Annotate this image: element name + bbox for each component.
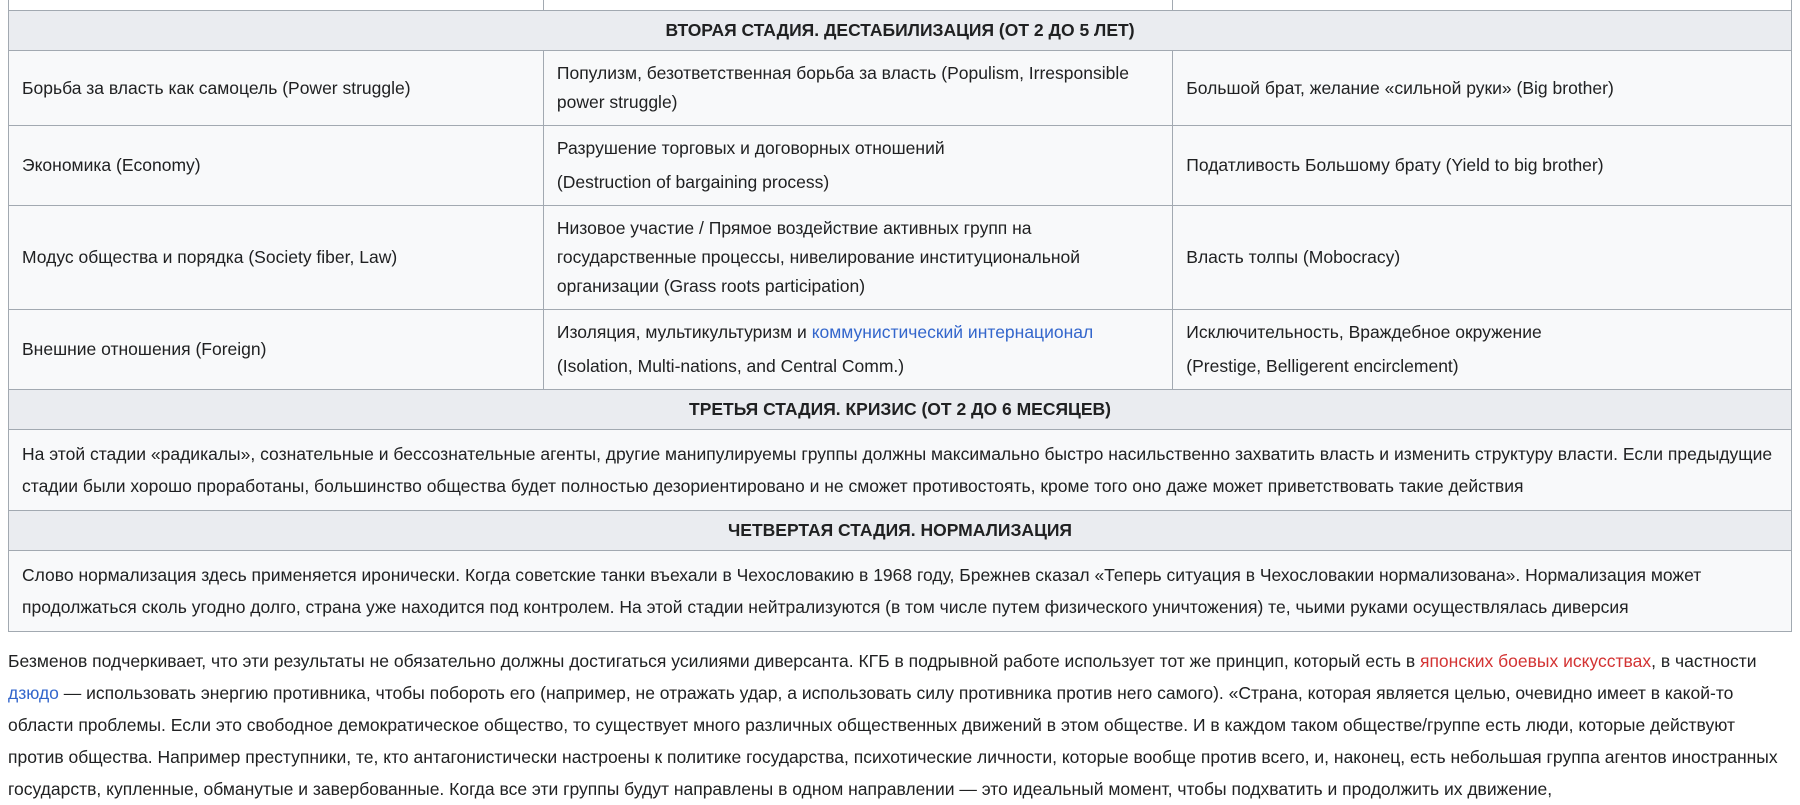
cell-paragraph: Большой брат, желание «сильной руки» (Big brother) — [1186, 77, 1614, 98]
table-cell — [1173, 51, 1792, 126]
cell-paragraph: (Isolation, Multi-nations, and Central Comm.) — [556, 356, 905, 376]
cutoff-cell — [9, 0, 544, 11]
row-power-struggle — [9, 51, 1792, 126]
cell-paragraph: Борьба за власть как самоцель (Power struggle) — [22, 77, 411, 98]
stage-3-header: ТРЕТЬЯ СТАДИЯ. КРИЗИС (ОТ 2 ДО 6 МЕСЯЦЕВ) — [9, 390, 1792, 430]
cell-paragraph: Модус общества и порядка (Society fiber, Law) — [22, 247, 398, 267]
stage-3-header-row — [9, 390, 1792, 430]
table-cell — [543, 310, 1172, 390]
stage-4-description: Слово нормализация здесь применяется иронически. Когда советские танки въехали в Чехословакию в 1968 году, Брежнев сказал «Теперь ситуация в Чехословакии нормализована». Нормализация может продолжаться сколь угодно долго, страна уже находится под контролем. На этой стадии нейтрализуются (в том числе путем физического уничтожения) те, чьими руками осуществлялась диверсия — [9, 551, 1792, 632]
row-economy — [9, 126, 1792, 206]
stage-4-header-row — [9, 511, 1792, 551]
cell-paragraph: Низовое участие / Прямое воздействие активных групп на государственные процессы, нивелирование институциональной организации (Grass roots participation) — [556, 218, 1081, 296]
table-cell — [543, 51, 1172, 126]
cell-paragraph: Податливость Большому брату (Yield to big brother) — [1186, 155, 1604, 175]
stage-4-header: ЧЕТВЕРТАЯ СТАДИЯ. НОРМАЛИЗАЦИЯ — [9, 511, 1792, 551]
stage-4-description-row — [9, 551, 1792, 632]
cell-paragraph: Исключительность, Враждебное окружение — [1186, 322, 1542, 342]
link-japanese-martial-arts[interactable]: японских боевых искусствах — [1419, 651, 1652, 671]
stage-2-header: ВТОРАЯ СТАДИЯ. ДЕСТАБИЛИЗАЦИЯ (ОТ 2 ДО 5 ЛЕТ) — [9, 11, 1792, 51]
table-cell — [1173, 206, 1792, 310]
cell-paragraph: Экономика (Economy) — [22, 155, 201, 175]
cell-paragraph: Изоляция, мультикультуризм и коммунистический интернационал — [556, 322, 1094, 342]
table-cell — [543, 206, 1172, 310]
stage-3-description-row — [9, 430, 1792, 511]
table-cell — [543, 126, 1172, 206]
cell-paragraph: (Prestige, Belligerent encirclement) — [1186, 356, 1459, 376]
cutoff-row — [9, 0, 1792, 11]
stage-3-description: На этой стадии «радикалы», сознательные и бессознательные агенты, другие манипулируемы группы должны максимально быстро насильственно захватить власть и изменить структуру власти. Если предыдущие стадии были хорошо проработаны, большинство общества будет полностью дезориентировано и не сможет противостоять, кроме того оно даже может приветствовать такие действия — [9, 430, 1792, 511]
table-cell — [1173, 310, 1792, 390]
table-cell — [9, 51, 544, 126]
stage-2-header-row — [9, 11, 1792, 51]
link-communist-international[interactable]: коммунистический интернационал — [811, 322, 1094, 342]
cell-paragraph: Внешние отношения (Foreign) — [22, 339, 267, 359]
link-judo[interactable]: дзюдо — [8, 683, 59, 703]
cell-paragraph: Разрушение торговых и договорных отношений — [556, 138, 945, 158]
subversion-stages-table — [8, 0, 1792, 632]
cell-paragraph: (Destruction of bargaining process) — [556, 172, 830, 192]
row-foreign — [9, 310, 1792, 390]
table-cell — [9, 206, 544, 310]
table-cell — [1173, 126, 1792, 206]
cell-paragraph: Популизм, безответственная борьба за власть (Populism, Irresponsible power struggle) — [556, 63, 1129, 112]
cell-paragraph: Власть толпы (Mobocracy) — [1186, 247, 1401, 267]
row-society-fiber — [9, 206, 1792, 310]
cutoff-cell — [543, 0, 1172, 11]
body-paragraph: Безменов подчеркивает, что эти результаты не обязательно должны достигаться усилиями диверсанта. КГБ в подрывной работе использует тот же принцип, который есть в японских боевых искусствах, в частности дзюдо — использовать энергию противника, чтобы побороть его (например, не отражать удар, а использовать силу противника против него самого). «Страна, которая является целью, очевидно имеет в какой-то области проблемы. Если это свободное демократическое общество, то существует много различных общественных движений в этом обществе. И в каждом таком обществе/группе есть люди, которые действуют против общества. Например преступники, те, кто антагонистически настроены к политике государства, психотические личности, которые вообще против всего, и, наконец, есть небольшая группа агентов иностранных государств, купленные, обманутые и завербованные. Когда все эти группы будут направлены в одном направлении — это идеальный момент, чтобы подхватить и продолжить их движение, — [8, 651, 1778, 799]
table-cell — [9, 310, 544, 390]
cutoff-cell — [1173, 0, 1792, 11]
table-cell — [9, 126, 544, 206]
